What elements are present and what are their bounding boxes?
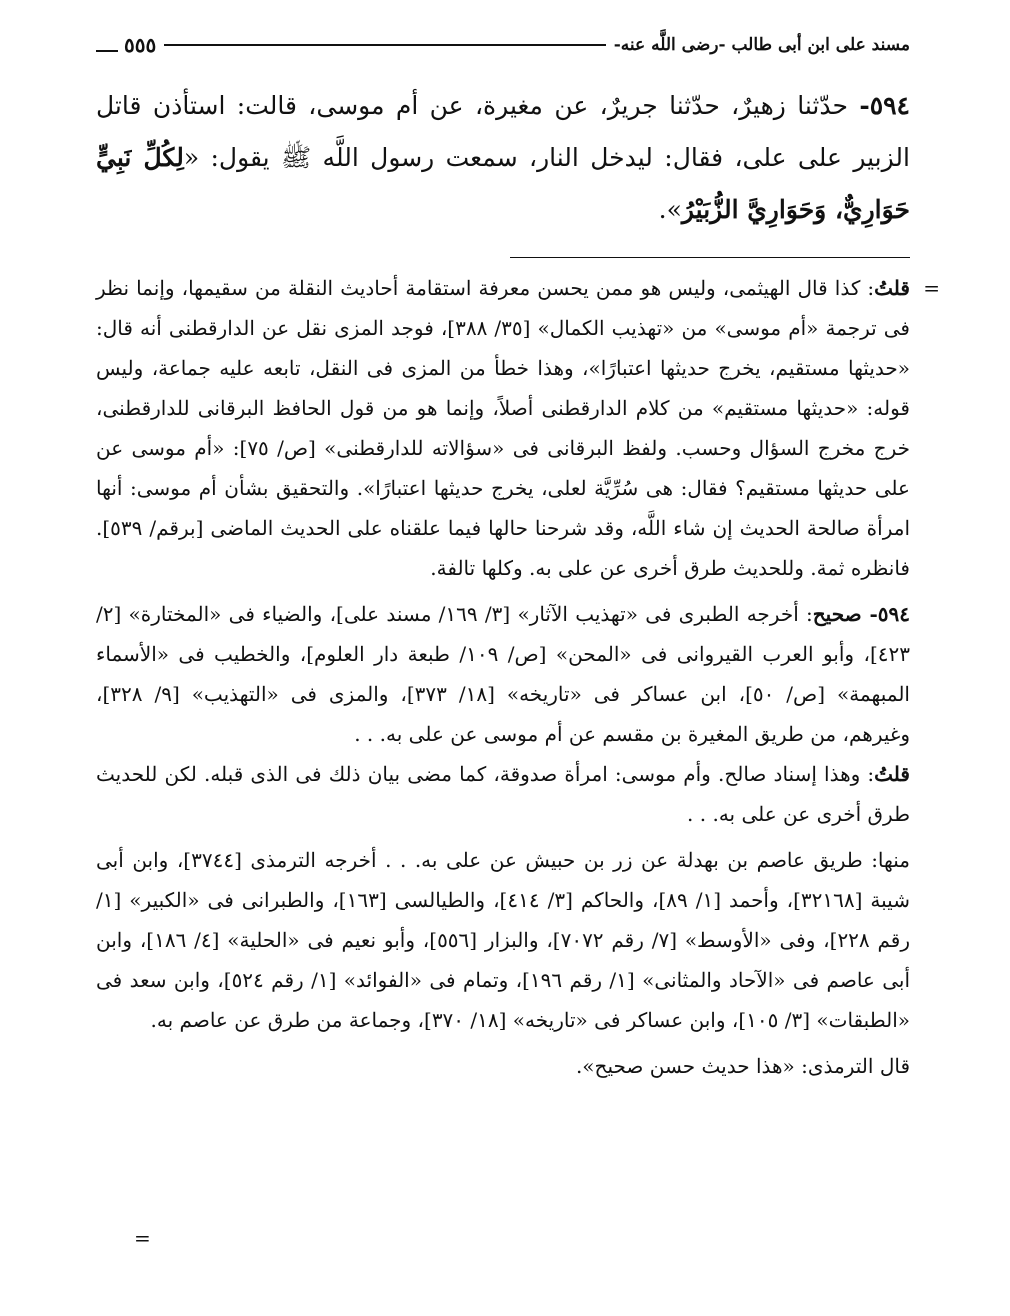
hadith-quote: لِكُلِّ نَبِيٍّ حَوَارِيٌّ، وَحَوَارِيَّ الزُّبَيْرُ [96, 143, 910, 224]
note-paragraph-1 [96, 268, 910, 588]
note-3-text: : وهذا إسناد صالح. وأم موسى: امرأة صدوقة، كما مضى بيان ذلك فى الذى قبله. لكن للحديث طرق أخرى عن على به. . . [96, 762, 910, 826]
running-title: مسند على ابن أبى طالب -رضى اللَّه عنه- [613, 35, 910, 55]
note-paragraph-2 [96, 594, 910, 754]
hadith-text [96, 80, 910, 236]
running-header [96, 33, 910, 57]
header-rule [164, 44, 606, 46]
note-paragraph-3 [96, 754, 910, 834]
hadith-number: ٥٩٤- [859, 91, 910, 120]
note-2-text: : أخرجه الطبرى فى «تهذيب الآثار» [٣/ ١٦٩/ مسند على]، والضياء فى «المختارة» [٢/ ٤٢٣]، وأبو العرب القيروانى فى «المحن» [ص/ ١٠٩/ طبعة دار العلوم]، والخطيب فى «الأسماء المبهمة» [ص/ ٥٠]، ابن عساكر فى «تاريخه» [١٨/ ٣٧٣]، والمزى فى «التهذيب» [٩/ ٣٢٨]، وغيرهم، من طريق المغيرة بن مقسم عن أم موسى عن على به. . . [96, 602, 910, 746]
page [96, 0, 940, 1316]
note-1-lead: قلتُ [874, 276, 910, 300]
hadith-chain: حدّثنا زهيرٌ، حدّثنا جريرٌ، عن مغيرة، عن أم موسى، قالت: استأذن قاتل الزبير على على، فقال: ليدخل النار، سمعت رسول اللَّه ﷺ يقول: « [96, 91, 910, 172]
footnote-separator [510, 257, 910, 258]
note-3-lead: قلتُ [874, 762, 910, 786]
note-2-lead: ٥٩٤- صحيح [812, 602, 910, 626]
note-paragraph-5: قال الترمذى: «هذا حديث حسن صحيح». [575, 1054, 910, 1078]
hadith-paragraph [96, 80, 910, 236]
footnotes [96, 268, 910, 1086]
hadith-end: ». [658, 195, 682, 224]
note-paragraph-4: منها: طريق عاصم بن بهدلة عن زر بن حبيش عن على به. . . أخرجه الترمذى [٣٧٤٤]، وابن أبى شيبة [٣٢١٦٨]، وأحمد [١/ ٨٩]، والحاكم [٣/ ٤١٤]، والطيالسى [١٦٣]، والطبرانى فى «الكبير» [١/ رقم ٢٢٨]، وفى «الأوسط» [٧/ رقم ٧٠٧٢]، والبزار [٥٥٦]، وأبو نعيم فى «الحلية» [٤/ ١٨٦]، وابن أبى عاصم فى «الآحاد والمثانى» [١/ رقم ١٩٦]، وتمام فى «الفوائد» [١/ رقم ٥٢٤]، وابن سعد فى «الطبقات» [٣/ ١٠٥]، وابن عساكر فى «تاريخه» [١٨/ ٣٧٠]، وجماعة من طرق عن عاصم به. [96, 848, 911, 1032]
note-1-text: : كذا قال الهيثمى، وليس هو ممن يحسن معرفة استقامة أحاديث النقلة من سقيمها، وإنما نظر فى ترجمة «أم موسى» من «تهذيب الكمال» [٣٥/ ٣٨٨]، فوجد المزى نقل عن الدارقطنى أنه قال: «حديثها مستقيم، يخرج حديثها اعتبارًا»، وهذا خطأ من المزى فى النقل، تابعه عليه جماعة، وليس قوله: «حديثها مستقيم» من كلام الدارقطنى أصلاً، وإنما هو من قول الحافظ البرقانى للدارقطنى، خرج مخرج السؤال وحسب. ولفظ البرقانى فى «سؤالاته للدارقطنى» [ص/ ٧٥]: «أم موسى عن على حديثها مستقيم؟ فقال: هى سُرِّيَّة لعلى، يخرج حديثها اعتبارًا». والتحقيق بشأن أم موسى: أنها امرأة صالحة الحديث إن شاء اللَّه، وقد شرحنا حالها فيما علقناه على الحديث الماضى [برقم/ ٥٣٩]. فانظره ثمة. وللحديث طرق أخرى عن على به. وكلها تالفة. [96, 276, 910, 580]
page-number-wrap [96, 33, 156, 57]
continuation-marker-start: = [923, 276, 940, 300]
page-number-dash [96, 50, 118, 52]
page-number: ٥٥٥ [124, 33, 157, 57]
continuation-marker-end: = [134, 1226, 151, 1250]
